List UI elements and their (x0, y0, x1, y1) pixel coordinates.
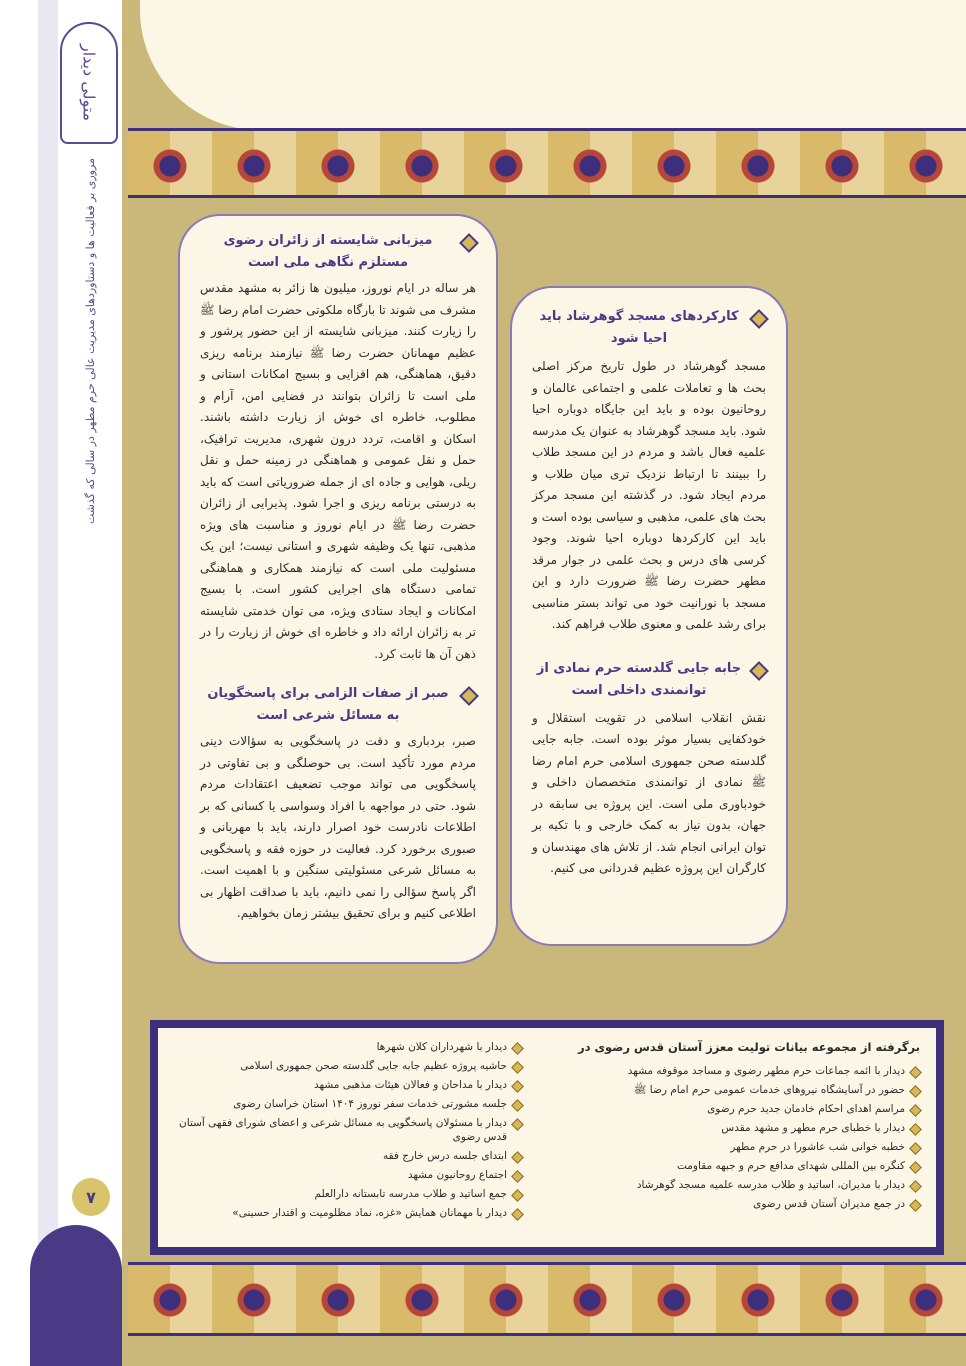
body-hosting-pilgrims: هر ساله در ایام نوروز، میلیون ها زائر به مشهد مقدس مشرف می شوند تا بارگاه ملکوتی حضرت امام رضا ﷺ را زیارت کنند. میزبانی شایسته از این حضور پرشور و عظیم مهمانان حضرت رضا ﷺ نیازمند برنامه ریزی دقیق، هماهنگی، هم افزایی و بسیج امکانات استانی و ملی است تا زائران بتوانند در فضایی امن، آرام و مطلوب، خاطره ای خوش از زیارت داشته باشند. اسکان و اقامت، تردد درون شهری، مدیریت ترافیک، حمل و نقل عمومی و هماهنگی در زمینه حمل و نقل ریلی، هوایی و جاده ای از جمله ضروریاتی است که باید به درستی برنامه ریزی و اجرا شود. پذیرایی از زائران حضرت رضا ﷺ در ایام نوروز و مناسبت های ویژه مذهبی، تنها یک وظیفه شهری و استانی نیست؛ این یک مسئولیت ملی است که نیازمند همکاری و هماهنگی تمامی دستگاه های اجرایی کشور است. با بسیج امکانات و ایجاد ستادی ویژه، می توان خدمتی شایسته تر به زائران ارائه داد و خاطره ای خوش از زیارت را در ذهن آن ها ثابت کرد. (200, 281, 476, 661)
diamond-bullet-icon (909, 1180, 922, 1193)
diamond-bullet-icon (459, 233, 479, 253)
list-item-text: اجتماع روحانیون مشهد (407, 1169, 507, 1181)
body-minaret: نقش انقلاب اسلامی در تقویت استقلال و خودکفایی بسیار موثر بوده است. جابه جایی گلدسته صحن جمهوری اسلامی حرم امام رضا ﷺ نمادی از توانمندی متخصصان داخلی و خودباوری ملی است. این پروژه بی سابقه در جهان، بدون نیاز به کمک خارجی و با تکیه بر توان ایرانی انجام شد. از تلاش های مهندسان و کارگران این پروژه عظیم قدردانی می کنیم. (532, 710, 766, 875)
list-item (172, 1168, 522, 1182)
list-item (540, 1121, 920, 1135)
list-item (172, 1059, 522, 1073)
diamond-bullet-icon (511, 1151, 524, 1164)
diamond-bullet-icon (511, 1099, 524, 1112)
diamond-bullet-icon (511, 1170, 524, 1183)
ornament-band-top (128, 128, 966, 198)
list-item (172, 1206, 522, 1220)
list-item-text: مراسم اهدای احکام خادمان جدید حرم رضوی (707, 1103, 905, 1115)
diamond-bullet-icon (511, 1080, 524, 1093)
list-item-text: دیدار با ائمه جماعات حرم مطهر رضوی و مساجد موقوفه مشهد (627, 1065, 905, 1077)
diamond-bullet-icon (511, 1208, 524, 1221)
list-item-text: دیدار با شهرداران کلان شهرها (376, 1041, 507, 1053)
list-item (172, 1040, 522, 1054)
section-heading (200, 683, 476, 727)
diamond-bullet-icon (909, 1085, 922, 1098)
heading-goharshad: کارکردهای مسجد گوهرشاد باید احیا شود (539, 309, 739, 346)
diamond-bullet-icon (909, 1066, 922, 1079)
sources-list-right (540, 1040, 920, 1216)
section-heading (532, 306, 766, 350)
list-item (540, 1140, 920, 1154)
ornament-band-bottom (128, 1262, 966, 1336)
diamond-bullet-icon (459, 686, 479, 706)
list-item (540, 1159, 920, 1173)
sidebar-bottom-decoration (30, 1225, 122, 1366)
list-item-text: حاشیه پروژه عظیم جابه جایی گلدسته صحن جمهوری اسلامی (240, 1060, 507, 1072)
heading-patience: صبر از صفات الزامی برای پاسخگویان به مسائل شرعی است (207, 686, 449, 723)
running-title: مروری بر فعالیت ها و دستاوردهای مدیریت عالی حرم مطهر در سالی که گذشت (84, 158, 97, 524)
sources-box-inner (158, 1028, 936, 1247)
list-item-text: جمع اساتید و طلاب مدرسه تابستانه دارالعلم (314, 1188, 507, 1200)
top-arch (140, 0, 966, 130)
page-number: ۷ (72, 1178, 110, 1216)
body-goharshad: مسجد گوهرشاد در طول تاریخ مرکز اصلی بحث ها و تعاملات علمی و اجتماعی عالمان و روحانیون بوده و باید این جایگاه دوباره احیا شود. باید مسجد گوهرشاد به عنوان یک مدرسه علمیه فعال باشد و مردم در این مسجد طلاب را ببینند تا ارتباط نزدیک تری میان طلاب و مردم ایجاد شود. در گذشته این مسجد مرکز بحث های علمی، مذهبی و سیاسی بوده است و باید این کارکردها دوباره احیا شوند. وجود کرسی های درس و بحث علمی در جوار مرقد مطهر حضرت رضا ﷺ ضرورت دارد و این مسجد با نورانیت خود می تواند بستر مناسبی برای رشد علمی و معنوی طلاب فراهم کند. (532, 359, 766, 631)
list-item (172, 1097, 522, 1111)
list-item-text: کنگره بین المللی شهدای مدافع حرم و جبهه مقاومت (676, 1160, 905, 1172)
list-item-text: دیدار با مهمانان همایش «غزه، نماد مظلومیت و اقتدار حسینی» (232, 1207, 507, 1219)
right-list (540, 1064, 920, 1211)
diamond-bullet-icon (511, 1189, 524, 1202)
diamond-bullet-icon (511, 1118, 524, 1131)
list-item-text: ابتدای جلسه درس خارج فقه (382, 1150, 507, 1162)
list-item-text: در جمع مدیران آستان قدس رضوی (753, 1198, 905, 1210)
diamond-bullet-icon (909, 1104, 922, 1117)
diamond-bullet-icon (909, 1161, 922, 1174)
list-item (172, 1149, 522, 1163)
list-item (540, 1083, 920, 1097)
heading-hosting-pilgrims: میزبانی شایسته از زائران رضوی مستلزم نگاهی ملی است (223, 233, 433, 270)
logo (60, 22, 118, 144)
list-item (172, 1116, 522, 1144)
list-item-text: دیدار با خطبای حرم مطهر و مشهد مقدس (721, 1122, 905, 1134)
diamond-bullet-icon (511, 1042, 524, 1055)
diamond-bullet-icon (909, 1142, 922, 1155)
diamond-bullet-icon (909, 1199, 922, 1212)
left-list (172, 1040, 522, 1220)
diamond-bullet-icon (909, 1123, 922, 1136)
body-patience: صبر، بردباری و دقت در پاسخگویی به سؤالات دینی مردم مورد تأکید است. بی حوصلگی و بی تفاوتی در پاسخگویی می تواند موجب تضعیف اعتقادات مردم شود. حتی در مواجهه با افراد وسواسی یا کسانی که بر اطلاعات نادرست خود اصرار دارند، باید با مهربانی و صبوری برخورد کرد. فعالیت در حوزه فقه و پاسخگویی به مسائل شرعی مسئولیتی سنگین و با اهمیت است. اگر پاسخ سؤالی را نمی دانیم، باید با صداقت اظهار بی اطلاعی کنیم و برای تحقیق بیشتر زمان بخواهیم. (200, 734, 476, 920)
section-heading (532, 658, 766, 702)
sources-list-left (172, 1040, 522, 1225)
list-item-text: دیدار با مداحان و فعالان هیئات مذهبی مشهد (314, 1079, 507, 1091)
list-item-text: خطبه خوانی شب عاشورا در حرم مطهر (730, 1141, 905, 1153)
sources-title: برگرفته از مجموعه بیانات تولیت معزز آستان قدس رضوی در (577, 1040, 920, 1054)
list-item (172, 1187, 522, 1201)
list-item (540, 1178, 920, 1192)
section-heading (200, 230, 476, 274)
sources-box (150, 1020, 944, 1255)
diamond-bullet-icon (511, 1061, 524, 1074)
heading-minaret: جابه جایی گلدسته حرم نمادی از توانمندی داخلی است (536, 660, 742, 698)
list-item-text: حضور در آسایشگاه نیروهای خدمات عمومی حرم امام رضا ﷺ (633, 1084, 905, 1096)
panel-right (510, 286, 788, 946)
list-item-text: دیدار با مدیران، اساتید و طلاب مدرسه علمیه مسجد گوهرشاد (636, 1179, 905, 1191)
panel-left (178, 214, 498, 964)
list-item (540, 1102, 920, 1116)
diamond-bullet-icon (749, 661, 769, 681)
list-item (540, 1064, 920, 1078)
list-item-text: دیدار با مسئولان پاسخگویی به مسائل شرعی و اعضای شورای فقهی آستان قدس رضوی (179, 1117, 507, 1143)
list-item (172, 1078, 522, 1092)
diamond-bullet-icon (749, 309, 769, 329)
logo-text: متولی دیدار (79, 44, 99, 122)
list-item (540, 1197, 920, 1211)
list-item-text: جلسه مشورتی خدمات سفر نوروز ۱۴۰۴ استان خراسان رضوی (233, 1098, 507, 1110)
sidebar-strip (38, 0, 58, 1366)
